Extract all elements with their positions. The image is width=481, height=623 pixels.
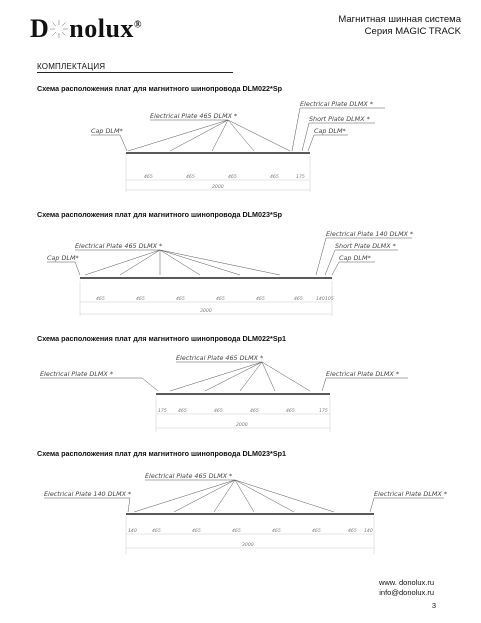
fan-line	[85, 250, 160, 275]
leader-right	[370, 498, 374, 512]
scheme-diagram-2	[30, 226, 450, 318]
segment-dim: 465	[152, 529, 161, 534]
segment-dim: 465	[286, 409, 295, 414]
leader-left	[142, 378, 158, 391]
leader-right-1	[292, 108, 300, 151]
label-right-3: Cap DLM*	[339, 254, 371, 262]
label-left: Electrical Plate 140 DLMX *	[44, 490, 132, 498]
total-dim: 2000	[236, 423, 248, 428]
fan-line	[174, 480, 235, 512]
total-dim: 2000	[212, 185, 224, 190]
segment-dim: 465	[272, 529, 281, 534]
segment-dim: 175	[319, 409, 328, 414]
segment-dim: 465	[214, 409, 223, 414]
segment-dim: 140	[316, 297, 325, 302]
segment-dim: 465	[144, 175, 153, 180]
leader-right-2	[302, 123, 309, 151]
segment-dim: 465	[294, 297, 303, 302]
header-line-2: Серия MAGIC TRACK	[364, 26, 461, 37]
logo-letter-d: D	[30, 14, 50, 43]
scheme-diagram-1	[30, 96, 450, 198]
segment-dim: 465	[228, 175, 237, 180]
website-link[interactable]: www. donolux.ru	[378, 578, 434, 587]
leader-right-1	[316, 238, 326, 275]
segment-dim: 465	[348, 529, 357, 534]
total-dim: 3000	[200, 309, 212, 314]
fan-line	[235, 480, 334, 512]
fan-line	[120, 250, 160, 275]
segment-dim: 175	[158, 409, 167, 414]
scheme-title-1: Схема расположения плат для магнитного шинопровода DLM022*Sp	[37, 84, 283, 93]
registered-mark: ®	[133, 19, 142, 31]
segment-dim: 465	[256, 297, 265, 302]
segment-dim: 465	[176, 297, 185, 302]
page-number: 3	[431, 601, 436, 610]
label-cap-left: Cap DLM*	[91, 127, 123, 135]
label-right: Electrical Plate DLMX *	[374, 490, 448, 498]
segment-dim: 465	[96, 297, 105, 302]
header-line-1: Магнитная шинная система	[338, 14, 461, 25]
fan-line	[262, 362, 310, 391]
scheme-diagram-3	[30, 348, 450, 436]
segment-dim: 105	[325, 297, 334, 302]
fan-line	[205, 362, 262, 391]
fan-line	[160, 250, 280, 275]
label-main: Electrical Plate 465 DLMX *	[150, 112, 238, 120]
label-right-2: Short Plate DLMX *	[335, 242, 396, 250]
fan-line	[212, 120, 228, 151]
label-cap-left: Cap DLM*	[47, 254, 79, 262]
footer-contacts	[379, 578, 434, 598]
leader-left	[128, 498, 130, 512]
leader-cap-left	[75, 262, 80, 275]
label-main: Electrical Plate 465 DLMX *	[176, 354, 264, 362]
segment-dim: 465	[192, 529, 201, 534]
leader-cap-left	[120, 135, 127, 151]
segment-dim: 175	[296, 175, 305, 180]
brand-logo	[30, 14, 142, 44]
fan-line	[235, 480, 254, 512]
section-divider	[37, 72, 233, 73]
label-right-1: Electrical Plate DLMX *	[300, 100, 374, 108]
email-link[interactable]: info@donolux.ru	[379, 588, 434, 597]
segment-dim: 465	[270, 175, 279, 180]
scheme-diagram-4	[30, 466, 450, 558]
fan-line	[262, 362, 275, 391]
fan-line	[160, 250, 240, 275]
fan-line	[128, 120, 228, 151]
fan-line	[228, 120, 254, 151]
label-right-1: Electrical Plate 140 DLMX *	[326, 230, 414, 238]
leader-right-3	[308, 135, 314, 151]
label-right-3: Cap DLM*	[314, 127, 346, 135]
logo-wordmark: nolux	[69, 14, 134, 43]
segment-dim: 140	[128, 529, 137, 534]
segment-dim: 140	[364, 529, 373, 534]
fan-line	[134, 480, 235, 512]
segment-dim: 465	[312, 529, 321, 534]
segment-dim: 465	[136, 297, 145, 302]
label-main: Electrical Plate 465 DLMX *	[145, 472, 233, 480]
label-left: Electrical Plate DLMX *	[40, 370, 114, 378]
segment-dim: 465	[178, 409, 187, 414]
fan-line	[228, 120, 290, 151]
header-series-block	[338, 14, 461, 38]
segment-dim: 465	[216, 297, 225, 302]
leader-right	[322, 378, 326, 391]
fan-line	[160, 250, 200, 275]
total-dim: 3000	[242, 543, 254, 548]
fan-line	[240, 362, 262, 391]
fan-line	[214, 480, 235, 512]
scheme-title-4: Схема расположения плат для магнитного шинопровода DLM023*Sp1	[37, 449, 287, 458]
label-right: Electrical Plate DLMX *	[326, 370, 400, 378]
label-main: Electrical Plate 465 DLMX *	[75, 242, 163, 250]
segment-dim: 465	[186, 175, 195, 180]
label-right-2: Short Plate DLMX *	[309, 115, 370, 123]
segment-dim: 465	[232, 529, 241, 534]
fan-line	[170, 362, 262, 391]
segment-dim: 465	[250, 409, 259, 414]
scheme-title-2: Схема расположения плат для магнитного шинопровода DLM023*Sp	[37, 210, 283, 219]
section-label: КОМПЛЕКТАЦИЯ	[37, 62, 106, 71]
scheme-title-3: Схема расположения плат для магнитного шинопровода DLM022*Sp1	[37, 334, 287, 343]
sun-logo-icon	[49, 19, 69, 39]
leader-right-2	[325, 250, 335, 275]
leader-right-3	[332, 262, 339, 275]
